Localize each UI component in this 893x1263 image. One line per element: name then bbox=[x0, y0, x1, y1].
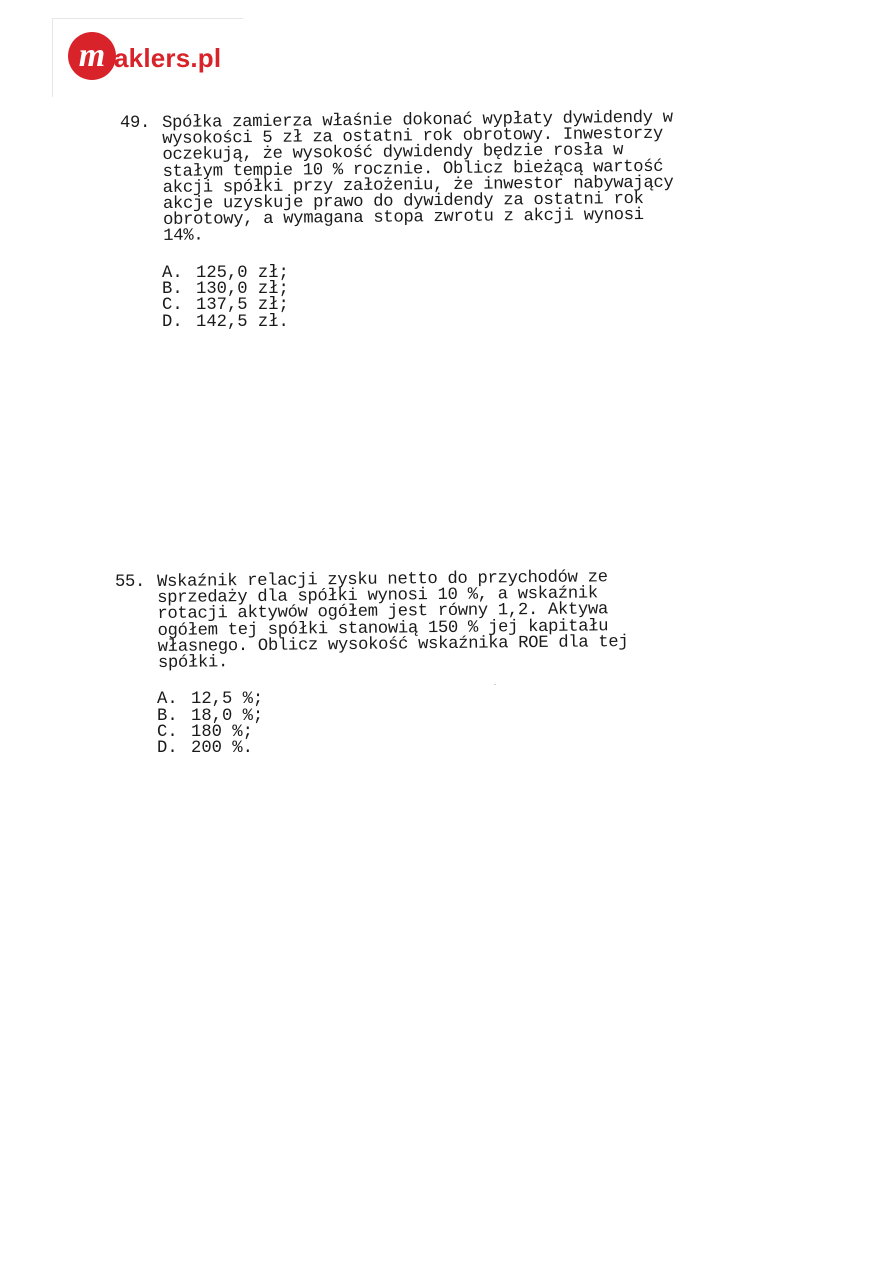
answer-text: 200 %. bbox=[191, 739, 253, 759]
question-text: Spółka zamierza właśnie dokonać wypłaty dywidendy w wysokości 5 zł za ostatni rok obrotowy. Inwestorzy oczekują, że wysokość dywidendy będzie rosła w stałym tempie 10 % rocznie. Oblicz bieżącą wartość akcji spółki przy założeniu, że inwestor nabywający akcje uzyskuje prawo do dywidendy za ostatni rok obrotowy, a wymagana stopa zwrotu z akcji wynosi 14%. bbox=[161, 108, 674, 247]
question-number: 55. bbox=[115, 573, 146, 592]
answer-text: 142,5 zł. bbox=[196, 312, 289, 332]
answer-text: 18,0 %; bbox=[191, 706, 264, 726]
answer-text: 130,0 zł; bbox=[196, 280, 289, 300]
answer-letter: B. bbox=[157, 706, 178, 726]
answer-letter: C. bbox=[157, 723, 178, 743]
answer-letter: B. bbox=[162, 280, 183, 300]
answer-letter: A. bbox=[157, 690, 178, 710]
answer-letter: D. bbox=[157, 739, 178, 759]
scan-speck bbox=[494, 684, 496, 685]
question-text: Wskaźnik relacji zysku netto do przychodów ze sprzedaży dla spółki wynosi 10 %, a wskaźnik rotacji aktywów ogółem jest równy 1,2. Aktywa ogółem tej spółki stanowią 150 % jej kapitału własnego. Oblicz wysokość wskaźnika ROE dla tej spółki. bbox=[156, 568, 629, 674]
answer-letter: A. bbox=[162, 263, 183, 283]
logo-text: aklers.pl bbox=[114, 42, 222, 73]
question-number: 49. bbox=[120, 114, 151, 133]
answer-text: 180 %; bbox=[191, 723, 253, 743]
question-55 bbox=[115, 568, 755, 759]
answer-letter: C. bbox=[162, 296, 183, 316]
logo-mark-letter: m bbox=[78, 37, 106, 74]
makers-logo bbox=[66, 30, 221, 82]
answer-option bbox=[157, 741, 755, 757]
answer-text: 12,5 %; bbox=[191, 690, 264, 710]
answer-text: 125,0 zł; bbox=[196, 263, 289, 283]
answer-list bbox=[162, 263, 760, 332]
logo-m-icon bbox=[66, 30, 118, 82]
answer-letter: D. bbox=[162, 312, 183, 332]
answer-option bbox=[162, 312, 760, 332]
answer-list bbox=[157, 692, 755, 758]
question-49 bbox=[120, 108, 760, 332]
answer-text: 137,5 zł; bbox=[196, 296, 289, 316]
